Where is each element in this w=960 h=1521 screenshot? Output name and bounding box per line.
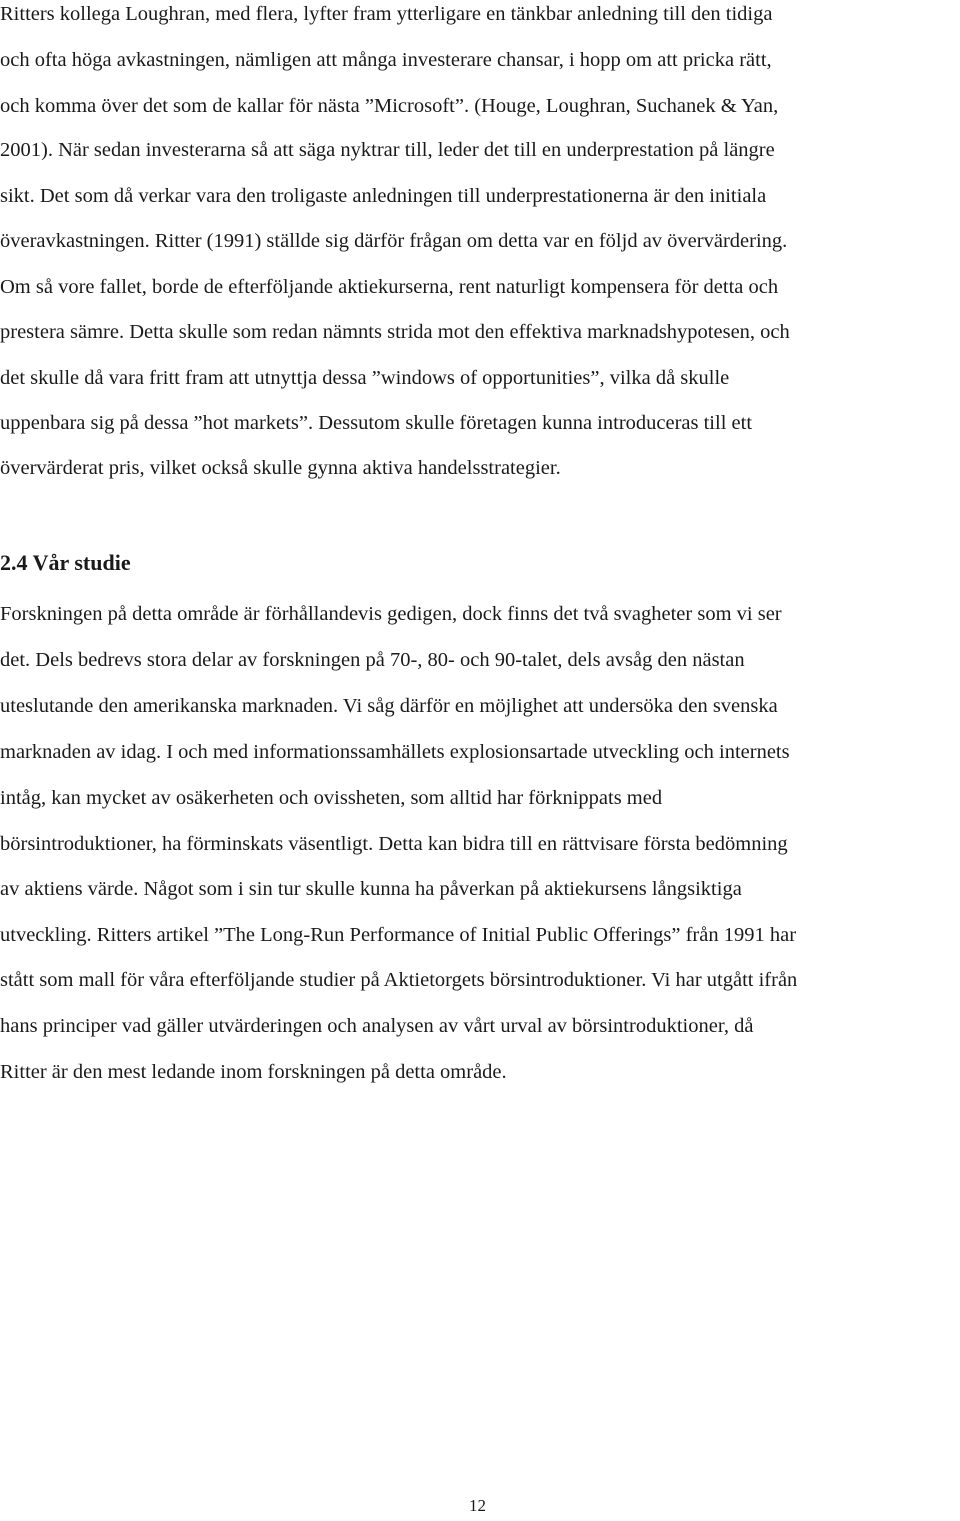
paragraph-line: börsintroduktioner, ha förminskats väsentligt. Detta kan bidra till en rättvisare första bedömning — [0, 833, 788, 855]
paragraph-line: uteslutande den amerikanska marknaden. Vi såg därför en möjlighet att undersöka den svenska — [0, 695, 778, 717]
paragraph-line: uppenbara sig på dessa ”hot markets”. Dessutom skulle företagen kunna introduceras till ett — [0, 412, 753, 434]
paragraph-line: Om så vore fallet, borde de efterföljande aktiekurserna, rent naturligt kompensera för detta och — [0, 276, 779, 298]
paragraph-line: utveckling. Ritters artikel ”The Long-Run Performance of Initial Public Offerings” från 1991 har — [0, 924, 797, 946]
paragraph-line: det skulle då vara fritt fram att utnyttja dessa ”windows of opportunities”, vilka då skulle — [0, 367, 730, 389]
paragraph-line: överavkastningen. Ritter (1991) ställde sig därför frågan om detta var en följd av övervärdering. — [0, 230, 788, 252]
paragraph-line: och komma över det som de kallar för nästa ”Microsoft”. (Houge, Loughran, Suchanek & Yan, — [0, 95, 779, 117]
paragraph-line: och ofta höga avkastningen, nämligen att många investerare chansar, i hopp om att pricka rätt, — [0, 49, 772, 71]
paragraph-line: hans principer vad gäller utvärderingen och analysen av vårt urval av börsintroduktioner, då — [0, 1015, 754, 1037]
paragraph-line: övervärderat pris, vilket också skulle gynna aktiva handelsstrategier. — [0, 457, 561, 479]
paragraph-line: sikt. Det som då verkar vara den troligaste anledningen till underprestationerna är den initiala — [0, 185, 767, 207]
paragraph-line: Ritters kollega Loughran, med flera, lyfter fram ytterligare en tänkbar anledning till den tidiga — [0, 3, 773, 25]
paragraph-line: Ritter är den mest ledande inom forskningen på detta område. — [0, 1061, 507, 1083]
paragraph-line: det. Dels bedrevs stora delar av forskningen på 70-, 80- och 90-talet, dels avsåg den nästan — [0, 649, 745, 671]
paragraph-line: Forskningen på detta område är förhållandevis gedigen, dock finns det två svagheter som vi ser — [0, 603, 782, 625]
paragraph-line: prestera sämre. Detta skulle som redan nämnts strida mot den effektiva marknadshypotesen, och — [0, 321, 790, 343]
paragraph-line: marknaden av idag. I och med informationssamhällets explosionsartade utveckling och internets — [0, 741, 790, 763]
paragraph-line: av aktiens värde. Något som i sin tur skulle kunna ha påverkan på aktiekursens långsiktiga — [0, 878, 742, 900]
paragraph-line: intåg, kan mycket av osäkerheten och ovissheten, som alltid har förknippats med — [0, 787, 663, 809]
paragraph-line: 2001). När sedan investerarna så att säga nyktrar till, leder det till en underprestation på längre — [0, 139, 775, 161]
section-heading: 2.4 Vår studie — [0, 550, 131, 575]
page-number: 12 — [469, 1496, 486, 1515]
paragraph-line: stått som mall för våra efterföljande studier på Aktietorgets börsintroduktioner. Vi har utgått ifrån — [0, 969, 798, 991]
